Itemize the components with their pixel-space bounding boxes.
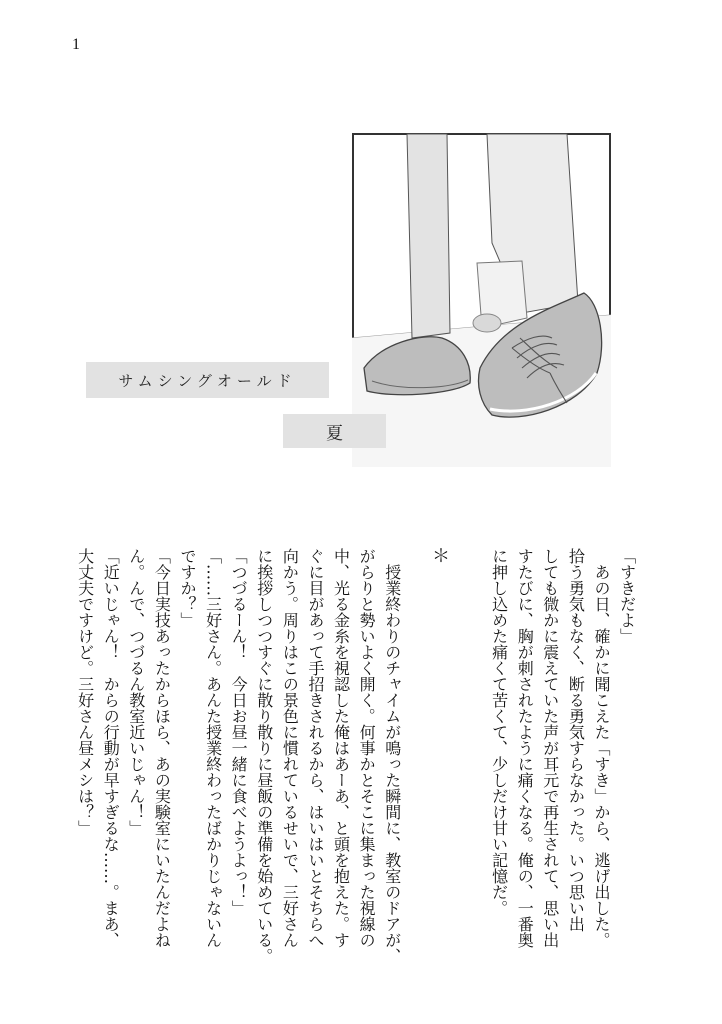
text-line: に押し込めた痛くて苦くて、少しだけ甘い記憶だ。 [489, 548, 509, 916]
text-line: ん。んで、つづるん教室近いじゃん！」 [126, 548, 146, 836]
text-line: あの日、確かに聞こえた「すき」から、逃げ出した。 [591, 548, 611, 948]
text-line: 「……三好さん。あんた授業終わったばかりじゃないん [203, 548, 223, 948]
text-line: ですか？」 [177, 548, 197, 628]
scene-break-asterisk: ＊ [432, 546, 450, 567]
text-line: 「今日実技あったからほら、あの実験室にいたんだよね [152, 548, 172, 948]
season-label: 夏 [283, 414, 386, 448]
sneakers-illustration [352, 133, 611, 467]
text-line: 拾う勇気もなく、断る勇気すらなかった。いつ思い出 [566, 548, 586, 932]
text-line: 「すきだよ」 [617, 548, 637, 644]
text-line: 「近いじゃん！ からの行動が早すぎるな……。まあ、 [101, 548, 121, 948]
text-line: 「つづるーん！ 今日お昼一緒に食べようよっ！」 [229, 548, 249, 916]
text-line: 向かう。周りはこの景色に慣れているせいで、三好さん [280, 548, 300, 948]
text-line: すたびに、胸が刺されたように痛くなる。俺の、一番奥 [515, 548, 535, 948]
text-line: 授業終わりのチャイムが鳴った瞬間に、教室のドアが、 [382, 548, 402, 964]
text-line: ぐに目があって手招きされるから、はいはいとそちらへ [305, 548, 325, 948]
text-line: に挨拶しつつすぐに散り散りに昼飯の準備を始めている。 [254, 548, 274, 964]
text-block-left [72, 548, 405, 964]
story-title: サムシングオールド [86, 362, 329, 398]
text-block-right [486, 548, 640, 958]
page-number: 1 [72, 36, 80, 53]
text-line: 大丈夫ですけど。三好さん昼メシは？」 [75, 548, 95, 836]
text-line: 中、光る金糸を視認した俺はあーあ、と頭を抱えた。す [331, 548, 351, 948]
text-line: がらりと勢いよく開く。何事かとそこに集まった視線の [357, 548, 377, 948]
text-line: しても微かに震えていた声が耳元で再生されて、思い出 [540, 548, 560, 948]
